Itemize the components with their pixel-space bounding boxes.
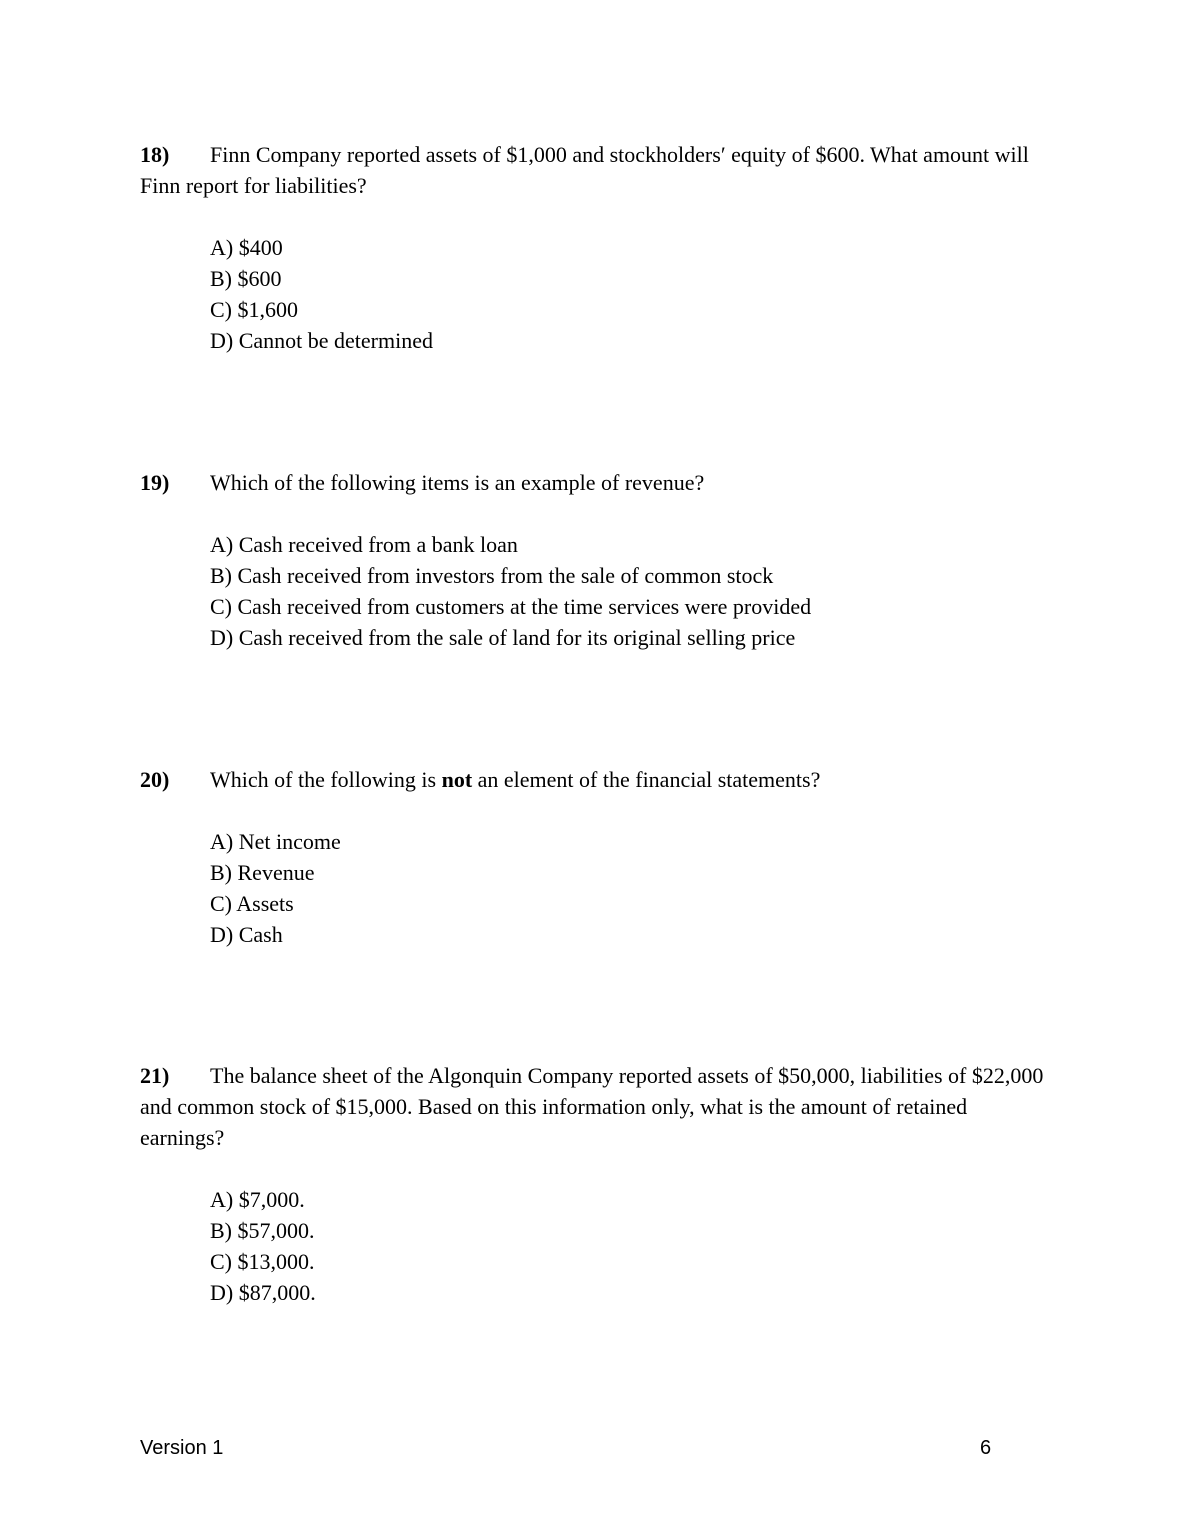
- answer-options: [140, 1184, 1050, 1308]
- answer-option: B) Revenue: [210, 860, 315, 885]
- answer-option: A) Cash received from a bank loan: [210, 532, 518, 557]
- question-text: Finn Company reported assets of $1,000 and stockholders′ equity of $600. What amount will Finn report for liabilities?: [140, 142, 1029, 198]
- answer-options: [140, 529, 1050, 653]
- footer-version: Version 1: [140, 1437, 224, 1459]
- question-text-before: Which of the following is: [210, 767, 442, 792]
- answer-option: A) $400: [210, 235, 283, 260]
- answer-option: D) Cash: [210, 922, 283, 947]
- answer-option: B) $600: [210, 266, 282, 291]
- answer-options: [140, 826, 1050, 950]
- question-text: The balance sheet of the Algonquin Company reported assets of $50,000, liabilities of $22,000 and common stock of $15,000. Based on this information only, what is the amount of retained earnings?: [140, 1063, 1044, 1150]
- answer-option: D) Cash received from the sale of land for its original selling price: [210, 625, 796, 650]
- answer-option: D) Cannot be determined: [210, 328, 433, 353]
- question-stem: [140, 764, 1050, 795]
- question-text-emphasis: not: [441, 767, 473, 792]
- question-number: 21): [140, 1063, 170, 1088]
- question-number: 20): [140, 767, 170, 792]
- question-number: 18): [140, 142, 170, 167]
- question-stem: [140, 139, 1050, 201]
- answer-option: A) Net income: [210, 829, 341, 854]
- question-text: Which of the following items is an example of revenue?: [210, 470, 705, 495]
- answer-option: A) $7,000.: [210, 1187, 305, 1212]
- question-21: [140, 1060, 1050, 1308]
- question-20: [140, 764, 1050, 950]
- answer-option: C) $1,600: [210, 297, 298, 322]
- question-18: [140, 139, 1050, 356]
- question-number: 19): [140, 470, 170, 495]
- answer-option: B) $57,000.: [210, 1218, 315, 1243]
- answer-option: B) Cash received from investors from the sale of common stock: [210, 563, 774, 588]
- answer-options: [140, 232, 1050, 356]
- footer-page-number: 6: [980, 1437, 992, 1459]
- answer-option: D) $87,000.: [210, 1280, 316, 1305]
- question-stem: [140, 467, 1050, 498]
- question-19: [140, 467, 1050, 653]
- answer-option: C) Cash received from customers at the time services were provided: [210, 594, 812, 619]
- answer-option: C) Assets: [210, 891, 294, 916]
- question-stem: [140, 1060, 1050, 1153]
- question-text-after: an element of the financial statements?: [472, 767, 821, 792]
- answer-option: C) $13,000.: [210, 1249, 315, 1274]
